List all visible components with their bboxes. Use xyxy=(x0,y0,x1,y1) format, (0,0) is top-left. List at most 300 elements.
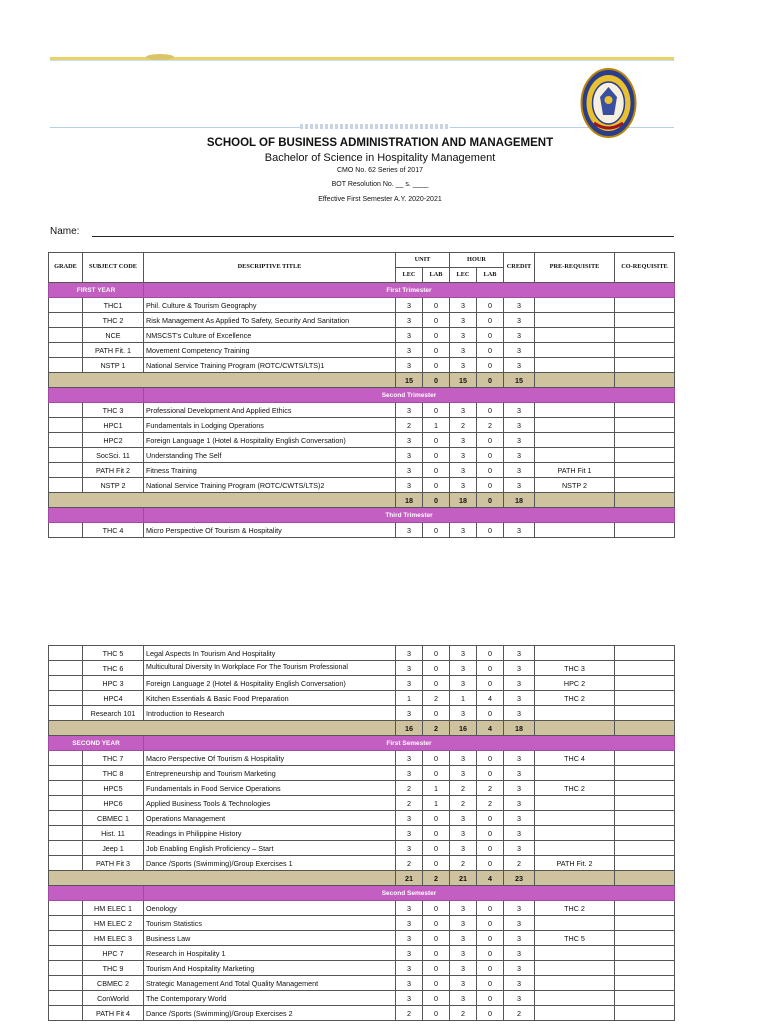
subject-row xyxy=(49,478,675,493)
descriptive-title-cell: Business Law xyxy=(144,931,396,946)
total-spacer xyxy=(49,721,396,736)
hour-lec-cell: 3 xyxy=(450,328,477,343)
subject-row xyxy=(49,976,675,991)
total-hlec: 15 xyxy=(450,373,477,388)
credit-cell: 3 xyxy=(504,961,535,976)
subject-code-cell: THC 4 xyxy=(83,523,144,538)
unit-lec-cell: 3 xyxy=(396,448,423,463)
hour-lec-cell: 2 xyxy=(450,781,477,796)
pre-requisite-cell xyxy=(535,946,615,961)
hour-lec-cell: 3 xyxy=(450,313,477,328)
hour-lab-cell: 0 xyxy=(477,856,504,871)
pre-requisite-cell xyxy=(535,796,615,811)
total-ulab: 0 xyxy=(423,493,450,508)
total-spacer xyxy=(49,871,396,886)
credit-cell: 3 xyxy=(504,841,535,856)
curriculum-table-second-part xyxy=(48,645,675,1021)
co-requisite-cell xyxy=(615,661,675,676)
credit-cell: 3 xyxy=(504,691,535,706)
subject-row xyxy=(49,931,675,946)
co-requisite-cell xyxy=(615,706,675,721)
unit-lab-cell: 0 xyxy=(423,841,450,856)
subject-row xyxy=(49,328,675,343)
total-hlec: 21 xyxy=(450,871,477,886)
pre-requisite-cell xyxy=(535,523,615,538)
grade-cell[interactable] xyxy=(49,916,83,931)
subject-code-cell: Hist. 11 xyxy=(83,826,144,841)
subject-row xyxy=(49,781,675,796)
credit-cell: 3 xyxy=(504,796,535,811)
grade-cell[interactable] xyxy=(49,433,83,448)
total-row xyxy=(49,871,675,886)
col-header-unit: UNIT xyxy=(396,253,450,268)
subject-row xyxy=(49,448,675,463)
hour-lab-cell: 0 xyxy=(477,991,504,1006)
subject-code-cell: PATH Fit 4 xyxy=(83,1006,144,1021)
hour-lab-cell: 0 xyxy=(477,916,504,931)
descriptive-title-cell: Foreign Language 1 (Hotel & Hospitality English Conversation) xyxy=(144,433,396,448)
pre-requisite-cell: PATH Fit 1 xyxy=(535,463,615,478)
descriptive-title-cell: Operations Management xyxy=(144,811,396,826)
descriptive-title-cell: Micro Perspective Of Tourism & Hospitality xyxy=(144,523,396,538)
grade-cell[interactable] xyxy=(49,313,83,328)
pre-requisite-cell xyxy=(535,1006,615,1021)
credit-cell: 2 xyxy=(504,856,535,871)
subject-row xyxy=(49,646,675,661)
hour-lec-cell: 3 xyxy=(450,298,477,313)
subject-row xyxy=(49,946,675,961)
subject-row xyxy=(49,463,675,478)
section-header-row xyxy=(49,508,675,523)
hour-lec-cell: 3 xyxy=(450,463,477,478)
header-faded-text xyxy=(300,124,450,129)
unit-lab-cell: 0 xyxy=(423,358,450,373)
grade-cell[interactable] xyxy=(49,751,83,766)
pre-requisite-cell xyxy=(535,976,615,991)
hour-lec-cell: 2 xyxy=(450,856,477,871)
section-year-label xyxy=(49,508,144,523)
section-header-row xyxy=(49,736,675,751)
grade-cell[interactable] xyxy=(49,478,83,493)
unit-lab-cell: 0 xyxy=(423,901,450,916)
co-requisite-cell xyxy=(615,916,675,931)
hour-lec-cell: 2 xyxy=(450,796,477,811)
grade-cell[interactable] xyxy=(49,358,83,373)
unit-lab-cell: 0 xyxy=(423,646,450,661)
subject-row xyxy=(49,826,675,841)
name-field[interactable] xyxy=(92,236,674,237)
hour-lec-cell: 3 xyxy=(450,751,477,766)
hour-lec-cell: 3 xyxy=(450,931,477,946)
col-header-descriptive-title: DESCRIPTIVE TITLE xyxy=(144,253,396,283)
total-row xyxy=(49,373,675,388)
subject-row xyxy=(49,811,675,826)
hour-lab-cell: 0 xyxy=(477,433,504,448)
grade-cell[interactable] xyxy=(49,676,83,691)
header-faded-banner xyxy=(215,50,545,58)
grade-cell[interactable] xyxy=(49,403,83,418)
hour-lab-cell: 0 xyxy=(477,646,504,661)
co-requisite-cell xyxy=(615,781,675,796)
credit-cell: 3 xyxy=(504,706,535,721)
pre-requisite-cell xyxy=(535,961,615,976)
co-requisite-cell xyxy=(615,463,675,478)
unit-lec-cell: 3 xyxy=(396,478,423,493)
subject-code-cell: HPC1 xyxy=(83,418,144,433)
subject-row xyxy=(49,403,675,418)
hour-lec-cell: 3 xyxy=(450,523,477,538)
unit-lec-cell: 3 xyxy=(396,976,423,991)
hour-lab-cell: 0 xyxy=(477,976,504,991)
hour-lab-cell: 2 xyxy=(477,796,504,811)
unit-lab-cell: 0 xyxy=(423,328,450,343)
total-spacer-co xyxy=(615,721,675,736)
subject-row xyxy=(49,751,675,766)
descriptive-title-cell: Readings in Philippine History xyxy=(144,826,396,841)
descriptive-title-cell: Introduction to Research xyxy=(144,706,396,721)
hour-lab-cell: 0 xyxy=(477,463,504,478)
grade-cell[interactable] xyxy=(49,841,83,856)
credit-cell: 2 xyxy=(504,1006,535,1021)
hour-lec-cell: 3 xyxy=(450,961,477,976)
credit-cell: 3 xyxy=(504,313,535,328)
section-header-row xyxy=(49,283,675,298)
subject-code-cell: THC 8 xyxy=(83,766,144,781)
grade-cell[interactable] xyxy=(49,781,83,796)
col-header-credit: CREDIT xyxy=(504,253,535,283)
unit-lab-cell: 0 xyxy=(423,811,450,826)
subject-row xyxy=(49,1006,675,1021)
descriptive-title-cell: Understanding The Self xyxy=(144,448,396,463)
descriptive-title-cell: Applied Business Tools & Technologies xyxy=(144,796,396,811)
descriptive-title-cell: Macro Perspective Of Tourism & Hospitality xyxy=(144,751,396,766)
pre-requisite-cell xyxy=(535,418,615,433)
co-requisite-cell xyxy=(615,691,675,706)
unit-lab-cell: 1 xyxy=(423,781,450,796)
hour-lec-cell: 3 xyxy=(450,403,477,418)
unit-lec-cell: 3 xyxy=(396,463,423,478)
unit-lec-cell: 2 xyxy=(396,418,423,433)
co-requisite-cell xyxy=(615,811,675,826)
hour-lec-cell: 3 xyxy=(450,901,477,916)
subject-row xyxy=(49,856,675,871)
subject-code-cell: Jeep 1 xyxy=(83,841,144,856)
subject-row xyxy=(49,676,675,691)
hour-lab-cell: 0 xyxy=(477,946,504,961)
unit-lec-cell: 3 xyxy=(396,706,423,721)
grade-cell[interactable] xyxy=(49,418,83,433)
co-requisite-cell xyxy=(615,646,675,661)
total-ulab: 2 xyxy=(423,871,450,886)
school-title: SCHOOL OF BUSINESS ADMINISTRATION AND MANAGEMENT xyxy=(206,137,554,149)
grade-cell[interactable] xyxy=(49,856,83,871)
hour-lec-cell: 3 xyxy=(450,646,477,661)
grade-cell[interactable] xyxy=(49,961,83,976)
unit-lec-cell: 3 xyxy=(396,991,423,1006)
col-header-co-requisite: CO-REQUISITE xyxy=(615,253,675,283)
pre-requisite-cell xyxy=(535,448,615,463)
total-ulec: 15 xyxy=(396,373,423,388)
pre-requisite-cell xyxy=(535,646,615,661)
unit-lab-cell: 0 xyxy=(423,706,450,721)
grade-cell[interactable] xyxy=(49,796,83,811)
grade-cell[interactable] xyxy=(49,901,83,916)
total-row xyxy=(49,721,675,736)
subject-code-cell: HPC4 xyxy=(83,691,144,706)
co-requisite-cell xyxy=(615,298,675,313)
total-ulec: 16 xyxy=(396,721,423,736)
cmo-text: CMO No. 62 Series of 2017 xyxy=(337,167,423,174)
col-header-unit-lab: LAB xyxy=(423,268,450,283)
pre-requisite-cell: THC 2 xyxy=(535,781,615,796)
hour-lec-cell: 3 xyxy=(450,841,477,856)
credit-cell: 3 xyxy=(504,418,535,433)
grade-cell[interactable] xyxy=(49,931,83,946)
descriptive-title-cell: National Service Training Program (ROTC/CWTS/LTS)2 xyxy=(144,478,396,493)
subject-code-cell: NSTP 2 xyxy=(83,478,144,493)
unit-lec-cell: 3 xyxy=(396,811,423,826)
col-header-grade: GRADE xyxy=(49,253,83,283)
descriptive-title-cell: Job Enabling English Proficiency – Start xyxy=(144,841,396,856)
grade-cell[interactable] xyxy=(49,328,83,343)
credit-cell: 3 xyxy=(504,946,535,961)
pre-requisite-cell: PATH Fit. 2 xyxy=(535,856,615,871)
subject-row xyxy=(49,916,675,931)
subject-row xyxy=(49,661,675,676)
subject-code-cell: PATH Fit 3 xyxy=(83,856,144,871)
descriptive-title-cell: Professional Development And Applied Ethics xyxy=(144,403,396,418)
credit-cell: 3 xyxy=(504,901,535,916)
section-header-row xyxy=(49,886,675,901)
section-year-label xyxy=(49,388,144,403)
col-header-unit-lec: LEC xyxy=(396,268,423,283)
unit-lec-cell: 3 xyxy=(396,523,423,538)
unit-lab-cell: 0 xyxy=(423,946,450,961)
hour-lab-cell: 0 xyxy=(477,661,504,676)
total-spacer-co xyxy=(615,373,675,388)
unit-lab-cell: 0 xyxy=(423,676,450,691)
col-header-pre-requisite: PRE-REQUISITE xyxy=(535,253,615,283)
total-credit: 23 xyxy=(504,871,535,886)
subject-code-cell: HPC5 xyxy=(83,781,144,796)
unit-lec-cell: 3 xyxy=(396,841,423,856)
unit-lec-cell: 3 xyxy=(396,766,423,781)
subject-row xyxy=(49,523,675,538)
grade-cell[interactable] xyxy=(49,766,83,781)
descriptive-title-cell: Risk Management As Applied To Safety, Security And Sanitation xyxy=(144,313,396,328)
pre-requisite-cell: THC 3 xyxy=(535,661,615,676)
grade-cell[interactable] xyxy=(49,706,83,721)
grade-cell[interactable] xyxy=(49,826,83,841)
unit-lab-cell: 1 xyxy=(423,418,450,433)
section-year-label xyxy=(49,886,144,901)
subject-row xyxy=(49,418,675,433)
hour-lab-cell: 0 xyxy=(477,931,504,946)
unit-lec-cell: 3 xyxy=(396,676,423,691)
unit-lec-cell: 3 xyxy=(396,931,423,946)
program-title: Bachelor of Science in Hospitality Management xyxy=(264,152,496,164)
pre-requisite-cell: NSTP 2 xyxy=(535,478,615,493)
subject-code-cell: SocSci. 11 xyxy=(83,448,144,463)
name-label: Name: xyxy=(50,226,80,237)
unit-lec-cell: 2 xyxy=(396,856,423,871)
co-requisite-cell xyxy=(615,1006,675,1021)
col-header-hour: HOUR xyxy=(450,253,504,268)
descriptive-title-cell: Oenology xyxy=(144,901,396,916)
co-requisite-cell xyxy=(615,523,675,538)
hour-lab-cell: 2 xyxy=(477,418,504,433)
total-credit: 18 xyxy=(504,721,535,736)
subject-code-cell: HM ELEC 2 xyxy=(83,916,144,931)
credit-cell: 3 xyxy=(504,448,535,463)
credit-cell: 3 xyxy=(504,811,535,826)
co-requisite-cell xyxy=(615,826,675,841)
credit-cell: 3 xyxy=(504,826,535,841)
co-requisite-cell xyxy=(615,901,675,916)
unit-lec-cell: 3 xyxy=(396,343,423,358)
credit-cell: 3 xyxy=(504,661,535,676)
unit-lab-cell: 0 xyxy=(423,448,450,463)
unit-lec-cell: 3 xyxy=(396,358,423,373)
pre-requisite-cell xyxy=(535,313,615,328)
co-requisite-cell xyxy=(615,448,675,463)
hour-lec-cell: 3 xyxy=(450,343,477,358)
unit-lab-cell: 0 xyxy=(423,916,450,931)
co-requisite-cell xyxy=(615,676,675,691)
hour-lab-cell: 0 xyxy=(477,766,504,781)
subject-code-cell: HM ELEC 1 xyxy=(83,901,144,916)
subject-code-cell: NCE xyxy=(83,328,144,343)
descriptive-title-cell: Dance /Sports (Swimming)/Group Exercises 2 xyxy=(144,1006,396,1021)
hour-lec-cell: 3 xyxy=(450,358,477,373)
descriptive-title-cell: Strategic Management And Total Quality Management xyxy=(144,976,396,991)
section-term-label: Second Semester xyxy=(144,886,675,901)
subject-row xyxy=(49,766,675,781)
header-left-emblem xyxy=(146,54,174,60)
grade-cell[interactable] xyxy=(49,976,83,991)
credit-cell: 3 xyxy=(504,523,535,538)
credit-cell: 3 xyxy=(504,751,535,766)
subject-code-cell: HPC 7 xyxy=(83,946,144,961)
unit-lab-cell: 0 xyxy=(423,463,450,478)
hour-lab-cell: 0 xyxy=(477,1006,504,1021)
total-hlec: 16 xyxy=(450,721,477,736)
hour-lab-cell: 2 xyxy=(477,781,504,796)
hour-lab-cell: 0 xyxy=(477,901,504,916)
total-spacer-pre xyxy=(535,721,615,736)
hour-lec-cell: 3 xyxy=(450,811,477,826)
descriptive-title-cell: National Service Training Program (ROTC/CWTS/LTS)1 xyxy=(144,358,396,373)
co-requisite-cell xyxy=(615,751,675,766)
unit-lab-cell: 0 xyxy=(423,313,450,328)
subject-code-cell: CBMEC 1 xyxy=(83,811,144,826)
unit-lec-cell: 2 xyxy=(396,796,423,811)
pre-requisite-cell xyxy=(535,343,615,358)
col-header-hour-lec: LEC xyxy=(450,268,477,283)
grade-cell[interactable] xyxy=(49,343,83,358)
unit-lec-cell: 3 xyxy=(396,901,423,916)
grade-cell[interactable] xyxy=(49,523,83,538)
unit-lab-cell: 0 xyxy=(423,343,450,358)
grade-cell[interactable] xyxy=(49,448,83,463)
hour-lab-cell: 0 xyxy=(477,448,504,463)
co-requisite-cell xyxy=(615,961,675,976)
unit-lec-cell: 3 xyxy=(396,313,423,328)
section-year-label: SECOND YEAR xyxy=(49,736,144,751)
school-seal-logo xyxy=(580,67,637,139)
subject-row xyxy=(49,796,675,811)
grade-cell[interactable] xyxy=(49,1006,83,1021)
subject-row xyxy=(49,841,675,856)
pre-requisite-cell xyxy=(535,403,615,418)
hour-lec-cell: 3 xyxy=(450,448,477,463)
pre-requisite-cell xyxy=(535,811,615,826)
total-spacer xyxy=(49,373,396,388)
grade-cell[interactable] xyxy=(49,646,83,661)
unit-lec-cell: 3 xyxy=(396,298,423,313)
unit-lec-cell: 3 xyxy=(396,751,423,766)
credit-cell: 3 xyxy=(504,931,535,946)
total-spacer-co xyxy=(615,493,675,508)
credit-cell: 3 xyxy=(504,976,535,991)
hour-lab-cell: 0 xyxy=(477,403,504,418)
total-spacer-pre xyxy=(535,871,615,886)
subject-row xyxy=(49,433,675,448)
subject-code-cell: Research 101 xyxy=(83,706,144,721)
grade-cell[interactable] xyxy=(49,298,83,313)
descriptive-title-cell: Tourism And Hospitality Marketing xyxy=(144,961,396,976)
subject-row xyxy=(49,691,675,706)
total-ulec: 21 xyxy=(396,871,423,886)
pre-requisite-cell xyxy=(535,991,615,1006)
hour-lab-cell: 0 xyxy=(477,313,504,328)
hour-lec-cell: 3 xyxy=(450,661,477,676)
unit-lab-cell: 0 xyxy=(423,931,450,946)
descriptive-title-cell: Tourism Statistics xyxy=(144,916,396,931)
unit-lec-cell: 3 xyxy=(396,433,423,448)
total-hlab: 0 xyxy=(477,493,504,508)
hour-lec-cell: 3 xyxy=(450,976,477,991)
hour-lec-cell: 3 xyxy=(450,706,477,721)
co-requisite-cell xyxy=(615,313,675,328)
hour-lec-cell: 3 xyxy=(450,676,477,691)
descriptive-title-cell: Movement Competency Training xyxy=(144,343,396,358)
hour-lec-cell: 3 xyxy=(450,826,477,841)
hour-lab-cell: 0 xyxy=(477,841,504,856)
grade-cell[interactable] xyxy=(49,991,83,1006)
unit-lab-cell: 0 xyxy=(423,298,450,313)
co-requisite-cell xyxy=(615,856,675,871)
grade-cell[interactable] xyxy=(49,946,83,961)
unit-lab-cell: 0 xyxy=(423,856,450,871)
hour-lab-cell: 0 xyxy=(477,706,504,721)
credit-cell: 3 xyxy=(504,343,535,358)
unit-lab-cell: 0 xyxy=(423,751,450,766)
grade-cell[interactable] xyxy=(49,661,83,676)
hour-lec-cell: 3 xyxy=(450,433,477,448)
grade-cell[interactable] xyxy=(49,691,83,706)
credit-cell: 3 xyxy=(504,328,535,343)
pre-requisite-cell xyxy=(535,841,615,856)
descriptive-title-cell: Phil. Culture & Tourism Geography xyxy=(144,298,396,313)
hour-lab-cell: 0 xyxy=(477,343,504,358)
grade-cell[interactable] xyxy=(49,463,83,478)
unit-lec-cell: 2 xyxy=(396,781,423,796)
credit-cell: 3 xyxy=(504,478,535,493)
hour-lab-cell: 0 xyxy=(477,811,504,826)
unit-lab-cell: 1 xyxy=(423,796,450,811)
grade-cell[interactable] xyxy=(49,811,83,826)
